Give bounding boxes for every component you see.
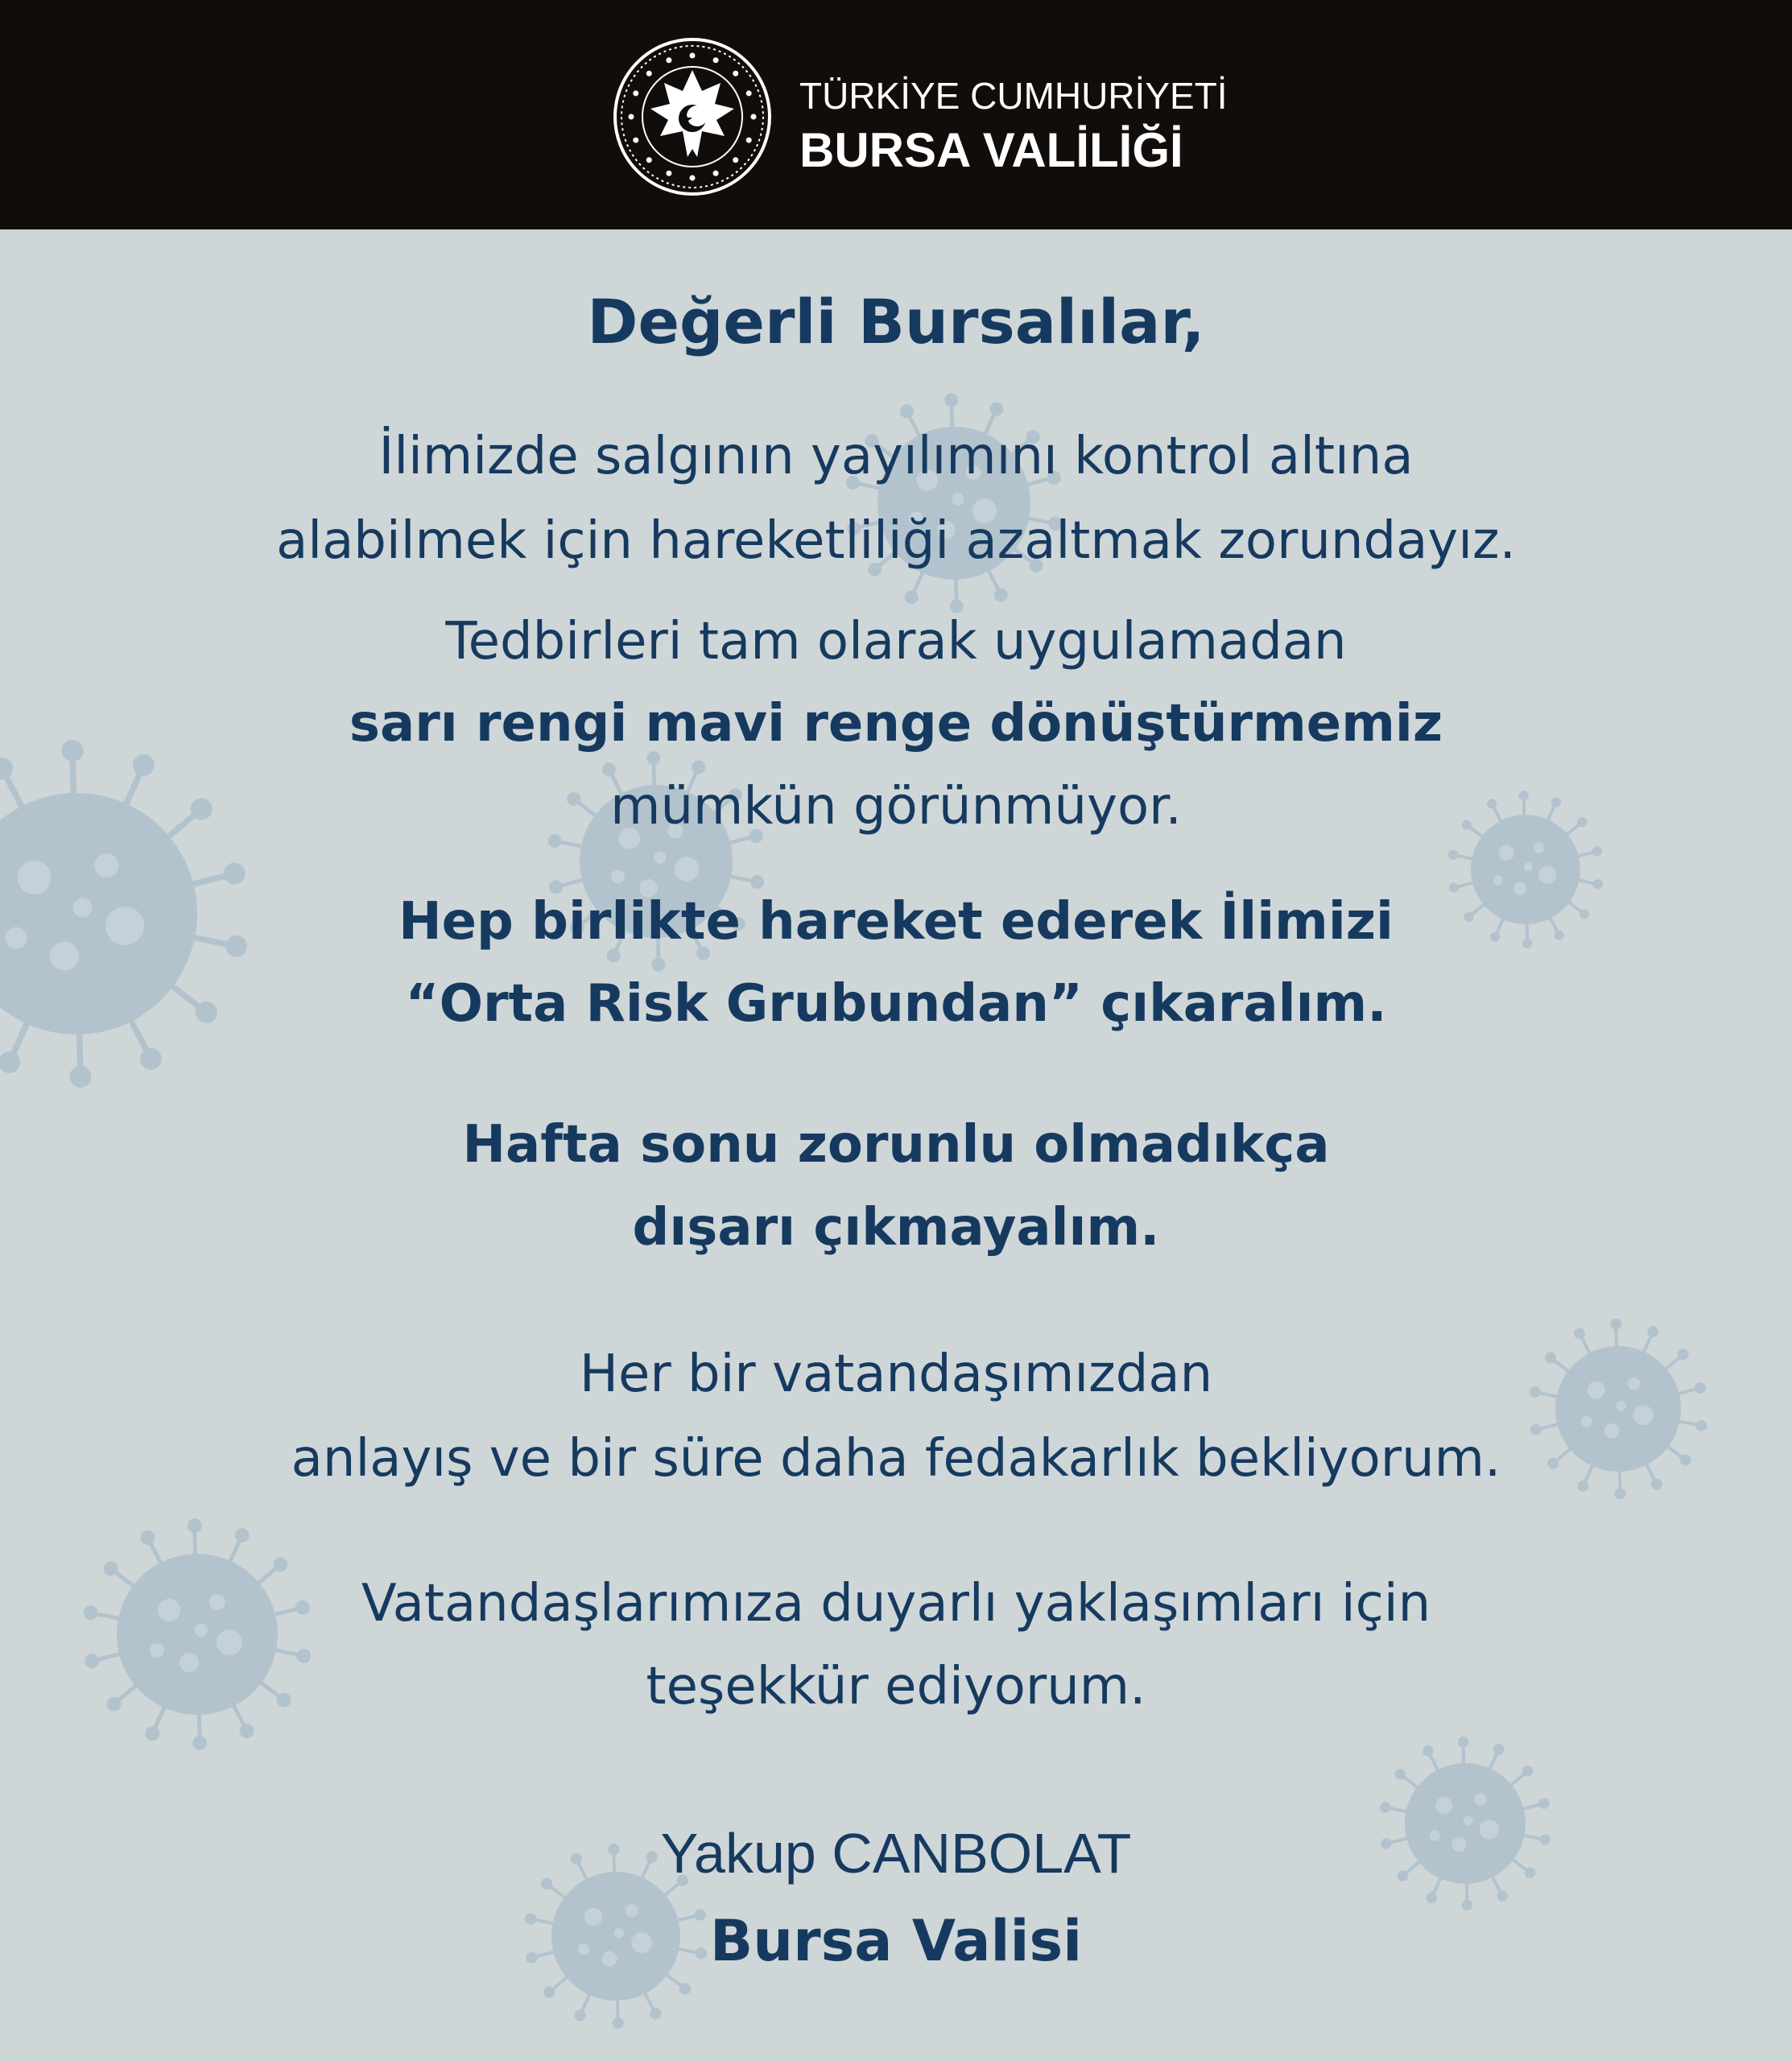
emblem-star-icon — [646, 157, 652, 163]
paragraph-5-line-1: Her bir vatandaşımızdan — [579, 1344, 1213, 1404]
emblem-star-icon — [666, 171, 671, 176]
paragraph-1-line-2: alabilmek için hareketliliği azaltmak zorundayız. — [276, 511, 1516, 571]
paragraph-2-line-1: Tedbirleri tam olarak uygulamadan — [445, 612, 1347, 671]
org-name-line2: BURSA VALİLİĞİ — [799, 123, 1183, 177]
header-bar — [0, 0, 1792, 229]
emblem-star-icon — [633, 138, 638, 143]
paragraph-5-line-2: anlayış ve bir süre daha fedakarlık bekliyorum. — [291, 1429, 1501, 1489]
paragraph-1-line-1: İlimizde salgının yayılımını kontrol altına — [378, 427, 1414, 486]
emblem-star-icon — [713, 171, 719, 176]
signatory-title: Bursa Valisi — [709, 1908, 1083, 1974]
paragraph-4-line-2: dışarı çıkmayalım. — [632, 1198, 1160, 1258]
emblem-star-icon — [690, 176, 696, 181]
state-emblem-logo — [612, 36, 773, 197]
emblem-star-icon — [646, 71, 652, 76]
signatory-name: Yakup CANBOLAT — [660, 1822, 1132, 1885]
org-name-line1: TÜRKİYE CUMHURİYETİ — [799, 75, 1228, 117]
emblem-star-icon — [733, 157, 738, 163]
emblem-star-icon — [733, 71, 738, 76]
emblem-star-icon — [746, 138, 752, 143]
emblem-star-icon — [713, 57, 719, 63]
paragraph-3-line-1: Hep birlikte hareket ederek İlimizi — [398, 892, 1394, 952]
paragraph-6-line-1: Vatandaşlarımıza duyarlı yaklaşımları için — [361, 1574, 1431, 1634]
emblem-star-icon — [666, 57, 671, 63]
emblem-star-icon — [633, 90, 638, 96]
paragraph-2-line-2: sarı rengi mavi renge dönüştürmemiz — [349, 694, 1443, 754]
greeting-heading: Değerli Bursalılar, — [587, 286, 1205, 357]
paragraph-3-line-2: “Orta Risk Grubundan” çıkaralım. — [405, 974, 1387, 1034]
paragraph-2-line-3: mümkün görünmüyor. — [610, 777, 1182, 836]
emblem-star-icon — [751, 114, 757, 120]
paragraph-6-line-2: teşekkür ediyorum. — [646, 1657, 1146, 1716]
paragraph-4-line-1: Hafta sonu zorunlu olmadıkça — [462, 1115, 1330, 1175]
emblem-star-icon — [690, 53, 696, 59]
emblem-star-icon — [746, 90, 752, 96]
emblem-star-icon — [629, 114, 634, 120]
